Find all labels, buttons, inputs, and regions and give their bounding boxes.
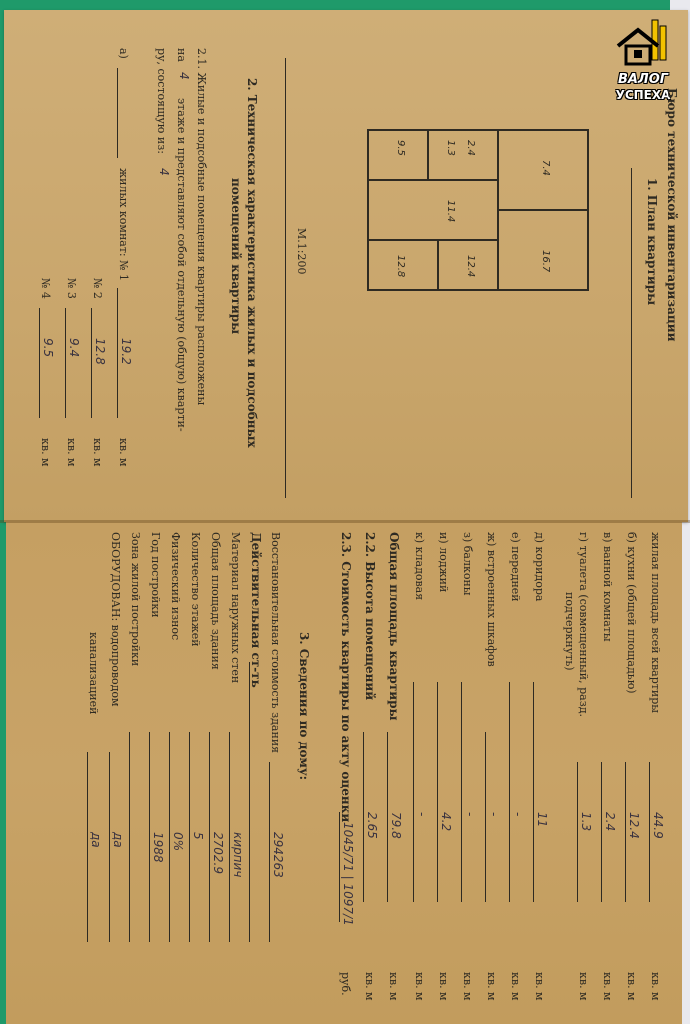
room-3-unit: кв. м [65, 438, 78, 467]
area-row-unit: кв. м [509, 972, 522, 1001]
area-row-value: 11 [535, 812, 549, 828]
room-2-label: № 2 [91, 278, 104, 299]
area-row-value: 12.4 [627, 812, 641, 839]
house-row-value: 5 [191, 832, 205, 840]
room-2-value: 12.8 [93, 338, 107, 365]
area-row-unit: руб. [339, 972, 352, 996]
area-row-value: - [487, 812, 501, 817]
divider [509, 682, 510, 902]
scale-label: М.1:200 [295, 228, 308, 275]
floor-value: 4 [177, 72, 191, 80]
area-row-unit: кв. м [363, 972, 376, 1001]
area-row-label: жилая площадь всей квартиры [649, 532, 662, 713]
area-row-unit: кв. м [485, 972, 498, 1001]
area-row-label: д) коридора [533, 532, 546, 602]
house-row-label: ОБОРУДОВАН: водопроводом [109, 532, 122, 707]
divider [65, 308, 66, 418]
divider [209, 732, 210, 942]
divider [249, 662, 250, 942]
room-3-value: 9.4 [67, 338, 81, 358]
area-row-value: - [415, 812, 429, 817]
house-row-label: Материал наружных стен [229, 532, 242, 684]
area-row-unit: кв. м [577, 972, 590, 1001]
house-row-label: Зона жилой постройки [129, 532, 142, 667]
divider [117, 288, 118, 418]
bureau-title: Бюро технической инвентаризации [665, 88, 679, 342]
divider [129, 732, 130, 942]
p21-line2-prefix: на [175, 48, 188, 62]
house-row-value: кирпич [231, 832, 245, 878]
divider [577, 762, 578, 902]
area-row-unit: кв. м [437, 972, 450, 1001]
house-row-label: Количество этажей [189, 532, 202, 647]
item-a: а) [117, 48, 130, 59]
divider [461, 682, 462, 902]
section2-title: 2. Техническая характеристика жилых и подсобных [245, 78, 259, 448]
area-row-value: 1.3 [579, 812, 593, 832]
divider [91, 308, 92, 418]
divider [387, 732, 388, 902]
house-row-label: Физический износ [169, 532, 182, 641]
section3-title: 3. Сведения по дому: [297, 632, 311, 781]
divider [437, 682, 438, 902]
room-1-unit: кв. м [117, 438, 130, 467]
area-row-label: ж) встроенных шкафов [485, 532, 498, 667]
plan-label: 12.8 [395, 255, 406, 278]
area-row-value: 79.8 [389, 812, 403, 839]
area-row-value: - [463, 812, 477, 817]
p21-line1: 2.1. Жилые и подсобные помещения квартиры расположены [195, 48, 208, 406]
divider [631, 168, 632, 498]
house-row-label: Общая площадь здания [209, 532, 222, 670]
area-row-unit: кв. м [387, 972, 400, 1001]
house-row-label: канализацией [87, 632, 100, 715]
logo-text-line1: ВАЛОГ [617, 72, 669, 87]
house-row-value: 0% [171, 832, 185, 852]
top-page-content [6, 28, 678, 498]
divider [625, 762, 626, 902]
living-rooms-label: жилых комнат: № 1 [117, 168, 130, 282]
room-4-unit: кв. м [39, 438, 52, 467]
divider [117, 68, 118, 158]
divider [39, 308, 40, 418]
plan-label: 12.4 [465, 255, 476, 278]
area-row-label: подчеркнуть) [563, 592, 576, 671]
area-row-label: 2.2. Высота помещений [363, 532, 377, 701]
area-row-unit: кв. м [533, 972, 546, 1001]
area-row-value: 1045/71 | 1097/1 [341, 822, 355, 926]
divider [109, 752, 110, 942]
divider [413, 682, 414, 902]
paper-fold [0, 520, 690, 523]
divider [533, 682, 534, 902]
plan-label: 1.3 [445, 140, 456, 156]
divider [339, 812, 340, 922]
area-row-label: г) туалета (совмещенный, разд. [577, 532, 590, 717]
divider [363, 732, 364, 902]
divider [485, 732, 486, 902]
area-row-label: и) лоджий [437, 532, 450, 593]
divider [189, 732, 190, 942]
room-3-label: № 3 [65, 278, 78, 299]
divider [285, 58, 286, 498]
area-row-label: в) ванной комнаты [601, 532, 614, 642]
house-row-label: Год постройки [149, 532, 162, 618]
area-row-value: 4.2 [439, 812, 453, 832]
area-row-label: з) балконы [461, 532, 474, 596]
section2-title2: помещений квартиры [229, 178, 243, 335]
area-row-value: - [511, 812, 525, 817]
logo-text-line2: УСПЕХА [615, 88, 671, 102]
area-row-value: 44.9 [651, 812, 665, 839]
area-row-label: б) кухни (общей площадью) [625, 532, 638, 694]
area-row-label: к) кладовая [413, 532, 426, 601]
room-4-label: № 4 [39, 278, 52, 299]
divider [649, 762, 650, 902]
area-row-label: 2.3. Стоимость квартиры по акту оценки [339, 532, 353, 823]
plan-label: 16.7 [540, 250, 551, 273]
room-4-value: 9.5 [41, 338, 55, 358]
divider [229, 732, 230, 942]
divider [87, 752, 88, 942]
area-row-unit: кв. м [649, 972, 662, 1001]
divider [601, 762, 602, 902]
house-row-value: 2702.9 [211, 832, 225, 874]
rooms-count: 4 [157, 168, 171, 176]
house-row-value: 1988 [151, 832, 165, 863]
room-2-unit: кв. м [91, 438, 104, 467]
divider [269, 762, 270, 942]
area-row-value: 2.65 [365, 812, 379, 839]
plan-label: 7.4 [540, 160, 551, 176]
area-row-unit: кв. м [413, 972, 426, 1001]
plan-label: 9.5 [395, 140, 406, 156]
area-row-unit: кв. м [601, 972, 614, 1001]
plan-title: 1. План квартиры [645, 178, 659, 306]
house-row-value: да [111, 832, 125, 848]
divider [149, 732, 150, 942]
divider [169, 732, 170, 942]
house-row-label: Восстановительная стоимость здания [269, 532, 282, 754]
room-1-value: 19.2 [119, 338, 133, 365]
floor-plan-drawing [358, 120, 598, 310]
p21-line3: ру, состоящую из: [155, 48, 168, 154]
area-row-label: е) передней [509, 532, 522, 602]
p21-line2: этаже и представляют собой отдельную (общую) кварти- [175, 98, 188, 432]
plan-label: 11.4 [445, 200, 456, 223]
area-row-unit: кв. м [461, 972, 474, 1001]
house-row-label: Действительная ст-ть [249, 532, 263, 688]
area-row-value: 2.4 [603, 812, 617, 832]
area-row-unit: кв. м [625, 972, 638, 1001]
area-row-label: Общая площадь квартиры [387, 532, 401, 721]
house-row-value: 294263 [271, 832, 285, 878]
bottom-page-content [22, 532, 665, 1012]
plan-label: 2.4 [465, 140, 476, 156]
house-row-value: да [89, 832, 103, 848]
